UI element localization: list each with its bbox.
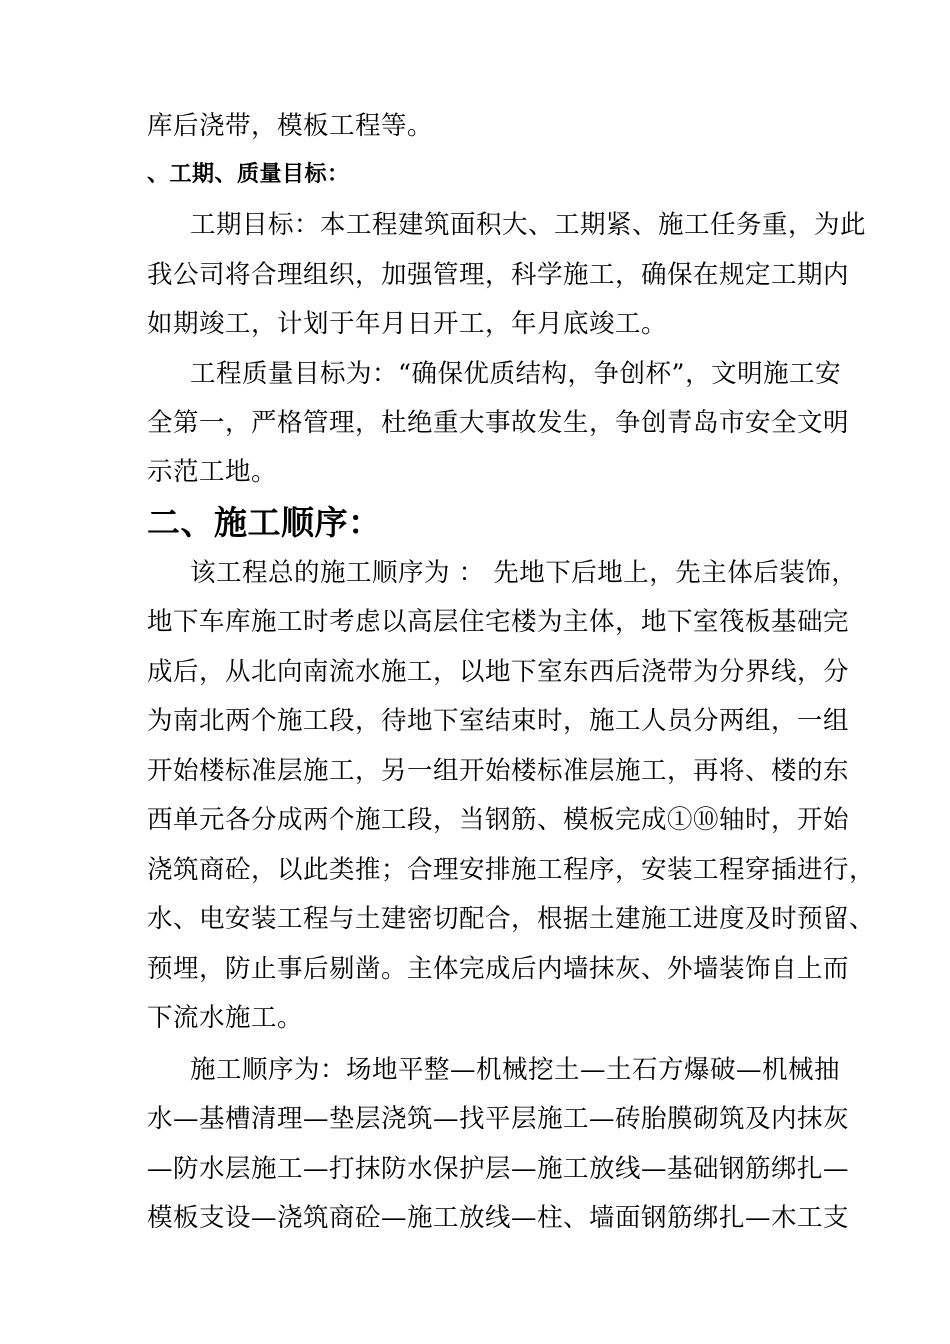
paragraph-line: 下流水施工。: [147, 1003, 304, 1033]
paragraph-line: 模板支设—浇筑商砼—施工放线—柱、墙面钢筋绑扎—木工支: [147, 1203, 850, 1233]
section-heading-construction-sequence: 二、施工顺序：: [147, 503, 382, 542]
paragraph-line: 工期目标：本工程建筑面积大、工期紧、施工任务重，为此: [190, 210, 867, 240]
paragraph-line: —防水层施工—打抹防水保护层—施工放线—基础钢筋绑扎—: [147, 1154, 850, 1184]
paragraph-line: 库后浇带，模板工程等。: [147, 111, 434, 141]
paragraph-line: 预埋，防止事后剔凿。主体完成后内墙抹灰、外墙装饰自上而: [147, 954, 850, 984]
paragraph-line: 如期竣工，计划于年月日开工，年月底竣工。: [147, 309, 668, 339]
paragraph-line: 水、电安装工程与土建密切配合，根据土建施工进度及时预留、: [147, 904, 876, 934]
paragraph-line: 西单元各分成两个施工段，当钢筋、模板完成①⑩轴时，开始: [147, 805, 850, 835]
paragraph-line: 浇筑商砼，以此类推；合理安排施工程序，安装工程穿插进行，: [147, 855, 876, 885]
paragraph-line: 地下车库施工时考虑以高层住宅楼为主体，地下室筏板基础完: [147, 607, 850, 637]
paragraph-line: 为南北两个施工段，待地下室结束时，施工人员分两组，一组: [147, 706, 850, 736]
section-heading-schedule-quality: 、工期、质量目标：: [147, 162, 350, 187]
paragraph-line: 成后，从北向南流水施工，以地下室东西后浇带为分界线，分: [147, 657, 850, 687]
paragraph-line: 开始楼标准层施工，另一组开始楼标准层施工，再将、楼的东: [147, 756, 850, 786]
paragraph-line: 示范工地。: [147, 457, 278, 487]
paragraph-line: 该工程总的施工顺序为 ： 先地下后地上，先主体后装饰，: [190, 558, 858, 588]
paragraph-line: 我公司将合理组织，加强管理，科学施工，确保在规定工期内: [147, 260, 850, 290]
paragraph-line: 水—基槽清理—垫层浇筑—找平层施工—砖胎膜砌筑及内抹灰: [147, 1104, 850, 1134]
paragraph-line: 工程质量目标为：“确保优质结构，争创杯”，文明施工安: [190, 359, 842, 389]
paragraph-line: 施工顺序为：场地平整—机械挖土—土石方爆破—机械抽: [190, 1055, 841, 1085]
paragraph-line: 全第一，严格管理，杜绝重大事故发生，争创青岛市安全文明: [147, 408, 850, 438]
